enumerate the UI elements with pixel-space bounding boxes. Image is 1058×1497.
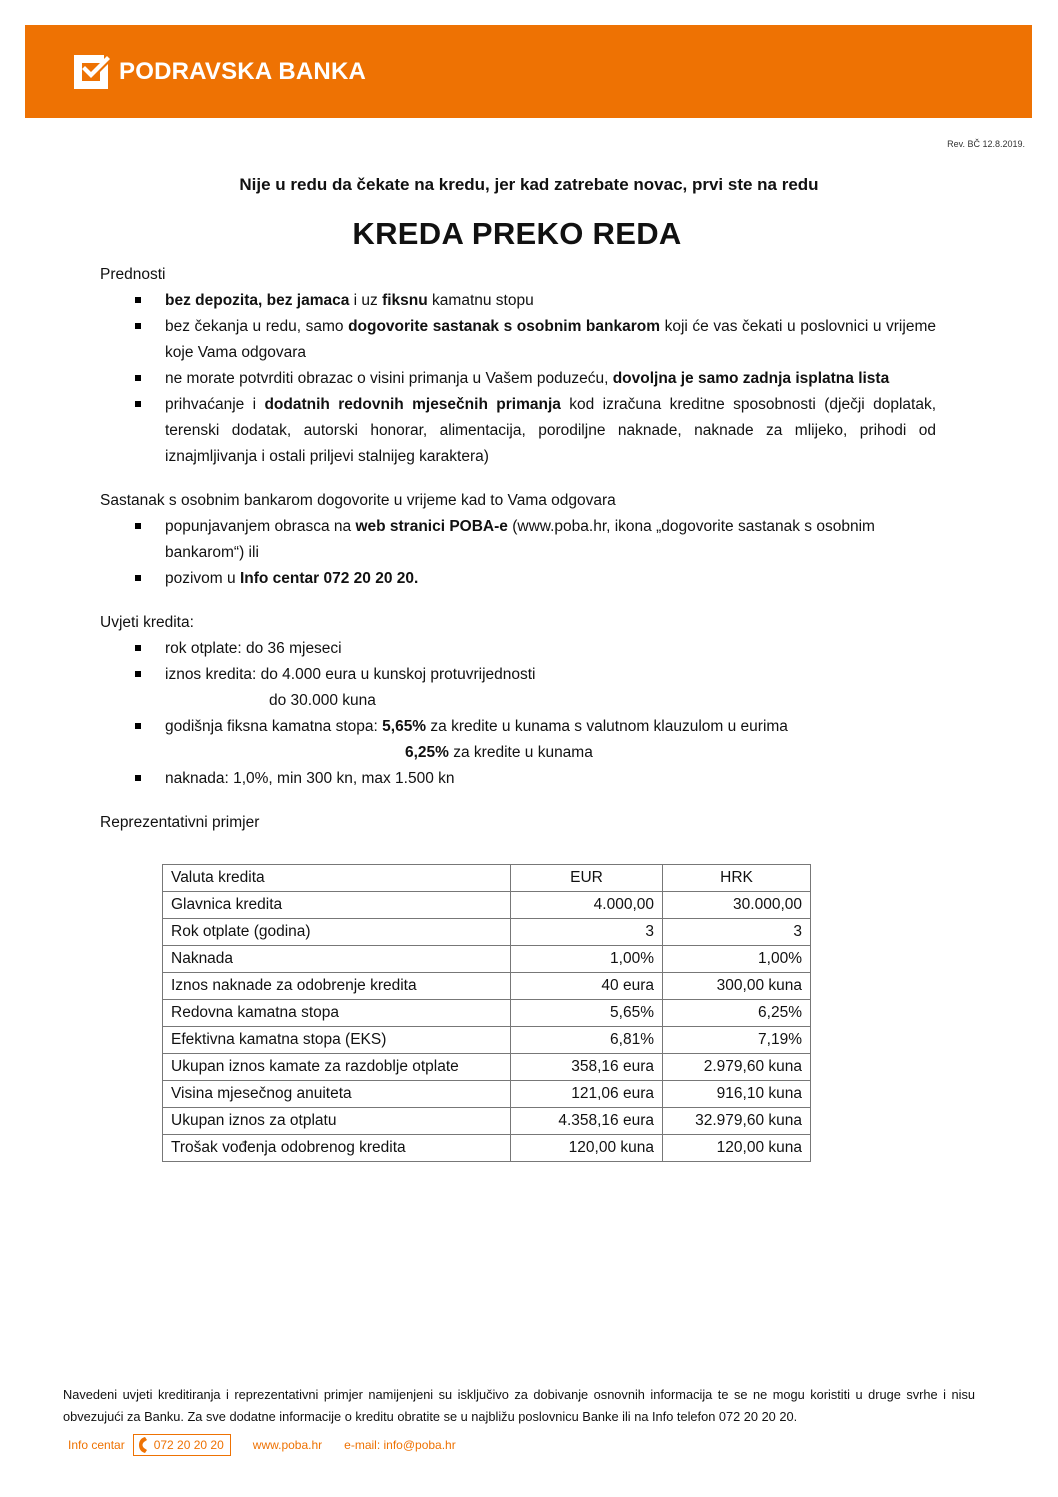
table-row (163, 1135, 811, 1162)
table-row (163, 1000, 811, 1027)
table-cell: 3 (663, 919, 811, 946)
main-content (100, 262, 936, 836)
table-row (163, 892, 811, 919)
list-item: rok otplate: do 36 mjeseci (100, 636, 936, 662)
table-cell: 120,00 kuna (511, 1135, 663, 1162)
phone-number: 072 20 20 20 (153, 1438, 224, 1452)
table-cell: 120,00 kuna (663, 1135, 811, 1162)
table-cell: 358,16 eura (511, 1054, 663, 1081)
table-cell: 7,19% (663, 1027, 811, 1054)
list-item: iznos kredita: do 4.000 eura u kunskoj protuvrijednosti do 30.000 kuna (100, 662, 936, 714)
disclaimer: Navedeni uvjeti kreditiranja i reprezentativni primjer namijenjeni su isključivo za dobivanje osnovnih informacija te se ne mogu koristiti u druge svrhe i nisu obvezujući za Banku. Za sve dodatne informacije o kreditu obratite se u najbližu poslovnicu Banke ili na Info telefon 072 20 20 20. (63, 1387, 975, 1424)
phone-box[interactable] (133, 1434, 231, 1456)
table-row (163, 1027, 811, 1054)
sastanak-list (100, 514, 936, 592)
page-title: KREDA PREKO REDA (352, 216, 682, 251)
table-cell: Glavnica kredita (163, 892, 511, 919)
table-cell: 1,00% (511, 946, 663, 973)
list-item: pozivom u Info centar 072 20 20 20. (100, 566, 936, 592)
table-cell: 5,65% (511, 1000, 663, 1027)
table-cell: Redovna kamatna stopa (163, 1000, 511, 1027)
table-cell: Valuta kredita (163, 865, 511, 892)
list-item: ne morate potvrditi obrazac o visini primanja u Vašem poduzeću, dovoljna je samo zadnja isplatna lista (100, 366, 936, 392)
table-cell: Ukupan iznos kamate za razdoblje otplate (163, 1054, 511, 1081)
section-heading-prednosti: Prednosti (100, 266, 166, 283)
table-cell: 2.979,60 kuna (663, 1054, 811, 1081)
revision-note: Rev. BČ 12.8.2019. (947, 139, 1025, 149)
list-item: godišnja fiksna kamatna stopa: 5,65% za kredite u kunama s valutnom klauzulom u eurima 6,25% za kredite u kunama (100, 714, 936, 766)
table-cell: 121,06 eura (511, 1081, 663, 1108)
list-item: naknada: 1,0%, min 300 kn, max 1.500 kn (100, 766, 936, 792)
table-cell: EUR (511, 865, 663, 892)
table-row (163, 865, 811, 892)
representative-example-table (162, 864, 811, 1162)
table-row (163, 1054, 811, 1081)
podravska-logo-icon (71, 52, 111, 92)
list-item: bez čekanja u redu, samo dogovorite sastanak s osobnim bankarom koji će vas čekati u poslovnici u vrijeme koje Vama odgovara (100, 314, 936, 366)
table-cell: 4.358,16 eura (511, 1108, 663, 1135)
brand-name: PODRAVSKA BANKA (119, 58, 367, 85)
table-cell: Iznos naknade za odobrenje kredita (163, 973, 511, 1000)
table-cell: Efektivna kamatna stopa (EKS) (163, 1027, 511, 1054)
email-link[interactable]: e-mail: info@poba.hr (344, 1438, 456, 1452)
table-cell: 40 eura (511, 973, 663, 1000)
table-cell: Trošak vođenja odobrenog kredita (163, 1135, 511, 1162)
table-cell: Ukupan iznos za otplatu (163, 1108, 511, 1135)
table-cell: 4.000,00 (511, 892, 663, 919)
table-cell: Visina mjesečnog anuiteta (163, 1081, 511, 1108)
table-cell: Naknada (163, 946, 511, 973)
list-item: popunjavanjem obrasca na web stranici POBA-e (www.poba.hr, ikona „dogovorite sastanak s osobnim bankarom“) ili (100, 514, 936, 566)
info-centar-label: Info centar (68, 1438, 125, 1452)
table-cell: 1,00% (663, 946, 811, 973)
phone-icon (138, 1436, 148, 1454)
list-item: bez depozita, bez jamaca i uz fiksnu kamatnu stopu (100, 288, 936, 314)
section-heading-primjer: Reprezentativni primjer (100, 814, 260, 831)
uvjeti-list (100, 636, 936, 792)
table-cell: 3 (511, 919, 663, 946)
table-row (163, 1081, 811, 1108)
table-cell: 6,25% (663, 1000, 811, 1027)
slogan: Nije u redu da čekate na kredu, jer kad zatrebate novac, prvi ste na redu (239, 175, 819, 194)
section-heading-uvjeti: Uvjeti kredita: (100, 614, 194, 631)
table-cell: 916,10 kuna (663, 1081, 811, 1108)
bank-logo (71, 52, 366, 92)
header-banner (25, 25, 1032, 118)
table-cell: 32.979,60 kuna (663, 1108, 811, 1135)
table-cell: 300,00 kuna (663, 973, 811, 1000)
table-cell: 30.000,00 (663, 892, 811, 919)
website-link[interactable]: www.poba.hr (252, 1438, 323, 1452)
table-row (163, 973, 811, 1000)
footer-contact (68, 1434, 456, 1456)
table-row (163, 919, 811, 946)
prednosti-list (100, 288, 936, 470)
table-cell: Rok otplate (godina) (163, 919, 511, 946)
table-row (163, 1108, 811, 1135)
table-cell: HRK (663, 865, 811, 892)
list-item: prihvaćanje i dodatnih redovnih mjesečnih primanja kod izračuna kreditne sposobnosti (dječji doplatak, terenski dodatak, autorski honorar, alimentacija, porodiljne naknade, naknade za mlijeko, prihodi od iznajmljivanja i ostali priljevi stalnijeg karaktera) (100, 392, 936, 470)
table-cell: 6,81% (511, 1027, 663, 1054)
section-heading-sastanak: Sastanak s osobnim bankarom dogovorite u vrijeme kad to Vama odgovara (100, 492, 616, 509)
table-row (163, 946, 811, 973)
